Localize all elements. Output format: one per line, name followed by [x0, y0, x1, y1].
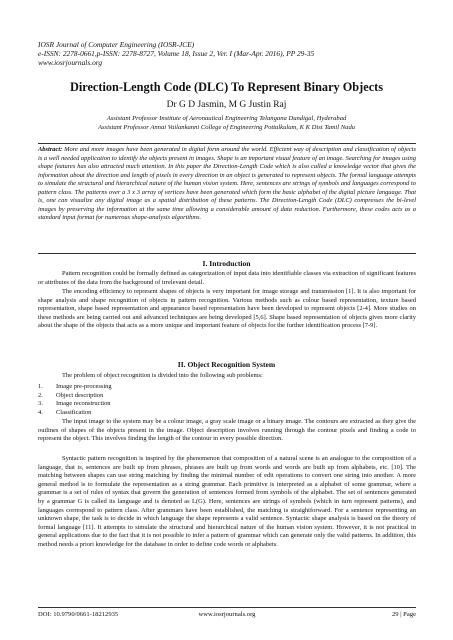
ors-paragraph-3: Syntactic pattern recognition is inspired by the phenomenon that composition of a natural scene is an analogue to the composition of a language, that is, sentences are built up from phrases, phrases are built up from words and words are built up from alphabets, etc. [10]. The matching between shapes can use string matching by finding the minimal number of edit operations to convert one string into another. A more general method is to formulate the representation as a string grammar. Each primitive is interpreted as a alphabet of some grammar, where a grammar is a set of rules of syntax that govern the generation of sentences formed from symbols of the alphabet. The set of sentences generated by a grammar G is called its language and is denoted as L(G). Here, sentences are strings of symbols (which in turn represent patterns), and languages correspond to pattern class. After grammars have been established, the matching is straightforward. For a sentence representing an unknown shape, the task is to decide in which language the shape represents a valid sentence. Syntactic shape analysis is based on the theory of formal language [11]. It attempts to simulate the structural and hierarchical nature of the human vision system. However, it is not practical in general applications due to the fact that it is not possible to infer a pattern of grammar which can generate only the valid patterns. In addition, this method needs a priori knowledge for the database in order to define code words or alphabets. [38, 455, 416, 548]
abstract-label: Abstract: [38, 146, 63, 153]
list-item: 2. Object description [38, 391, 104, 399]
journal-header [38, 40, 418, 67]
ors-paragraph-2: The input image to the system may be a colour image, a gray scale image or a binary image. The contours are extracted as they give the outlines of shapes of the objects present in the image. Object description involves running through the contour pixels and finding a code to represent the object. This involves finding the length of the contour in every possible direction. [38, 418, 416, 443]
footer-doi: DOI: 10.9790/0661-18212935 [38, 611, 119, 618]
paper-authors: Dr G D Jasmin, M G Justin Raj [166, 100, 287, 110]
journal-website: www.iosrjournals.org [38, 58, 103, 67]
abstract [38, 146, 416, 223]
intro-paragraph-1: Pattern recognition could be formally defined as categorization of input data into identifiable classes via extraction of significant features or attributes of the data from the background of irrelevant detail. [38, 270, 416, 286]
abstract-text: More and more images have been generated in digital form around the world. Efficient way of description and classification of objects is a well needed application to identify the objects present in images. Shape is an important visual feature of an image. Searching for images using shape features has also attracted much attention. In this paper the Direction-Length Code which is also called a knowledge vector that gives the information about the direction and length of pixels in every direction in an object is generated to represent objects. The formal language attempts to simulate the structural and hierarchical nature of the human vision system. Here, sentences are strings of symbols and languages correspond to pattern class. The patterns over a 3 x 3 array of vertices have been generated which form the basic alphabet of the digital picture language. That is, one can visualize any digital image as a spatial distribution of these patterns. The Direction-Length Code (DLC) compresses the bi-level images by preserving the information at the same time allowing a considerable amount of data reduction. Furthermore, these codes acts as a standard input format for numerous shape-analysis algorithms. [38, 146, 416, 222]
subproblem-list [38, 383, 416, 417]
list-item: 3. Image reconstruction [38, 400, 111, 408]
affiliation-2: Assistant Professor Annai Vailankanni College of Engineering Pottalkulam, K K Dist Tamil Nadu [97, 123, 356, 131]
journal-issn: e-ISSN: 2278-0661,p-ISSN: 2278-8727, Volume 18, Issue 2, Ver. I (Mar-Apr. 2016), PP 29-35 [38, 49, 315, 58]
section-heading-object-recognition: II. Object Recognition System [177, 360, 276, 369]
ors-paragraph-1: The problem of object recognition is divided into the following sub problems: [62, 372, 263, 379]
list-item: 1. Image pre-processing [38, 383, 112, 390]
journal-name: IOSR Journal of Computer Engineering (IOSR-JCE) [38, 40, 195, 49]
footer-rule [38, 607, 416, 608]
abstract-bottom-rule [38, 253, 416, 254]
abstract-top-rule [38, 143, 416, 144]
author-affiliations [0, 115, 453, 132]
section-heading-introduction: I. Introduction [202, 259, 251, 268]
paper-title: Direction-Length Code (DLC) To Represent Binary Objects [69, 80, 384, 94]
affiliation-1: Assistant Professor Institute of Aeronautical Engineering Telangana Dundigal, Hyderabad [106, 115, 347, 122]
list-item: 4. Classification [38, 408, 92, 416]
footer-site: www.iosrjournals.org [198, 611, 256, 618]
intro-paragraph-2: The encoding efficiency to represent shapes of objects is very important for image storage and transmission [1]. It is also important for shape analysis and shape recognition of objects in pattern recognition. Various methods such as colour based representation, texture based representation, shape based representation and appearance based representation have been developed to represent objects [2-4]. More studies on these methods are being carried out and advanced techniques are being developed [5,6]. Shape based representation of objects gives more clarity about the shape of the objects that acts as a more unique and important feature of objects for the further identification process [7-9]. [38, 288, 416, 330]
footer-page-number: 29 | Page [391, 611, 416, 618]
page-footer [38, 611, 416, 621]
